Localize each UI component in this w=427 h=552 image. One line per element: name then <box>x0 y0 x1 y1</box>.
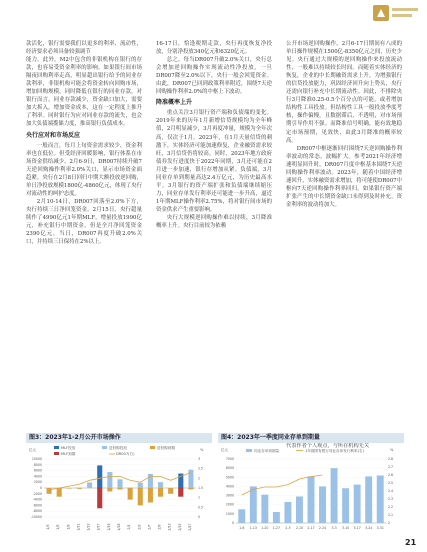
section-heading: 降准概率上升 <box>156 99 193 107</box>
x-tick-label: 1/11 <box>76 523 81 531</box>
legend-label: 1年期国有银行同业存单发行利率(右) <box>305 449 364 453</box>
bar <box>273 512 280 523</box>
figure-3-chart <box>26 443 212 539</box>
bar <box>87 482 92 488</box>
bar <box>158 488 163 497</box>
left-axis-unit: 亿元 <box>29 448 37 452</box>
bar <box>168 488 173 494</box>
y-right-tick-label: 2.5 <box>198 466 204 471</box>
bar <box>138 488 143 505</box>
x-tick-label: 1/28 <box>117 523 121 531</box>
x-tick-label: 3-31 <box>376 526 384 530</box>
legend-swatch <box>102 446 107 449</box>
x-tick-label: 2-17 <box>307 526 315 530</box>
y-tick-label: 10000 <box>31 457 42 461</box>
bar <box>296 496 303 523</box>
x-tick-label: 2-10 <box>295 526 304 530</box>
y-tick-label: -10000 <box>30 515 42 519</box>
x-tick-label: 2/3 <box>137 524 142 530</box>
y-right-tick-label: 2 <box>388 521 391 525</box>
x-tick-label: 1/17 <box>96 523 101 531</box>
y-tick-label: 4000 <box>225 484 234 489</box>
bar <box>188 470 193 488</box>
x-tick-label: 1-20 <box>261 526 269 530</box>
bar <box>354 485 361 523</box>
y-right-tick-label: 0 <box>198 515 201 519</box>
left-axis-unit: 亿元 <box>221 448 229 452</box>
legend-label: 逆回购到期 <box>157 446 175 450</box>
x-tick-label: 3-3 <box>331 526 337 530</box>
legend-swatch <box>54 452 59 455</box>
right-axis-unit: % <box>200 448 204 452</box>
x-tick-label: 1-27 <box>272 526 281 530</box>
x-tick-label: 3-10 <box>341 526 350 530</box>
y-tick-label: 2000 <box>225 502 234 507</box>
y-right-tick-label: 1 <box>198 495 201 500</box>
figure-title: 图3：2023年1-2月公开市场操作 <box>26 433 212 443</box>
bar <box>97 465 102 488</box>
x-tick-label: 2/15 <box>177 523 182 531</box>
bar <box>77 488 82 489</box>
x-tick-label: 3-24 <box>365 526 373 530</box>
bar <box>117 488 122 489</box>
figure-4-chart <box>218 443 404 539</box>
paragraph: 16-17日，恰逢税期走款，央行再度恢复净投放，分别净投放340亿元和6320亿元。 <box>156 41 272 56</box>
bar <box>67 488 72 489</box>
paragraph: 能力。此外，M2中包含的非银机构在银行的存款，也容易受资金利率的影响。如果银行间市场隔夜回购利率走高，明显超出银行给予的同业存款利率，非银机构可能会将资金转向回购市场，增加回购规模，同时降低在银行的同业存款，对银行而言，同业存款减少，资金缺口加大，需要加大拆入，增加资金成本，这在一定程度上推升了利率。同时银行为应对同业存款的流失，也会加大负债端揽储力度，推高银行负债成本。 <box>26 57 142 128</box>
bar <box>117 479 122 488</box>
x-tick-label: 1/13 <box>86 523 91 531</box>
column-2 <box>156 40 272 430</box>
bar <box>342 488 349 523</box>
x-tick-label: 2-24 <box>318 526 327 530</box>
bar <box>319 486 326 523</box>
paragraph: DR007中枢逐渐回归围绕7天逆回购操作利率波动的常态，波幅扩大。参考2021年经济增速明显回升时，DR007月度中枢基本围绕7天逆回购操作利率波动。2023年，随着中国经济增速回升，实体融资需求增加，将可能使DR007中枢向7天逆回购操作利率回归。如果银行资产端扩张产生的中长期资金缺口未得到及时补充，资金利率的波动将加大。 <box>286 145 402 208</box>
y-tick-label: -2000 <box>32 491 42 496</box>
paragraph: 一般而言，每月上旬资金需求较少，资金利率也在低位。但受经济回暖影响，银行体系在市场资金供给减少。2月6-9日，DR007持续升破7天逆回购操作利率2.0%关口，显示市场资金面趋紧。央行在2月8日回归中期大额投放逆回购，单日净投放规模1800亿-4860亿元，体现了央行对流动性的呵护态度。 <box>26 142 142 197</box>
paragraph: 总之，每当DR007升破2.0%关口，央行总会增加逆回购操作实现流动性净投放，一旦DR007降至2.0%以下，央行一般会回笼资金。由此，DR007已回到政策利率附近，围绕7天逆回购操作利率2.0%的中枢上下波动。 <box>156 57 272 96</box>
legend-swatch <box>150 446 155 449</box>
x-tick-label: 2/9 <box>157 524 162 530</box>
y-right-tick-label: 0.5 <box>198 505 204 510</box>
figure-3 <box>26 433 212 539</box>
y-right-tick-label: 3 <box>198 457 201 461</box>
paragraph: 重点关注3月银行资产端和负债端的变化。2019年来的历年1月新增信贷规模均为全年峰值，2月明显减少，3月再度冲量，规模为全年次高，仅次于1月。2023年，在1月天量信贷的刺激下，实体经济可能加速修复，企业融资需求较旺，3月信贷仍将较高。同时，2023年地方政府债券发行进度快于2022年同期，3月还可能在2月进一步加速，银行存增加从紧。负债端，3月同业存单到期量高达2.4万亿元，为历史最高水平。3月银行的资产端扩张和负债端继续缩压力，同业存单发行利率还可能进一步升高，逼近1年期MLF操作利率2.75%，将对银行间市场的资金供求产生重要影响。 <box>156 110 272 213</box>
y-tick-label: 5000 <box>225 475 234 480</box>
column-3 <box>286 40 402 430</box>
x-tick-label: 2/7 <box>147 524 152 530</box>
author-note: 代表作者个人观点，与所在机构无关 <box>286 443 370 450</box>
y-tick-label: 7000 <box>225 457 234 461</box>
x-tick-label: 2-3 <box>285 526 291 530</box>
y-tick-label: 2000 <box>33 480 42 485</box>
y-tick-label: 0 <box>231 521 234 525</box>
column-1 <box>26 40 142 430</box>
bar <box>365 476 372 523</box>
paragraph: 2月10-14日，DR007回落至2.0%下方，央行持续三日净回笼资金。2月15日，央行超量续作了4990亿元1年期MLF，增量投放1990亿元，补充银行中期资金。但是全月净回笼资金2390亿元，当日，DR007再度升破2.0%关口，并持续三日保持在2%以上。 <box>26 198 142 246</box>
bar <box>261 495 268 523</box>
legend-swatch <box>54 446 59 449</box>
bar <box>377 475 384 523</box>
section-heading: 央行应对和市场反应 <box>26 131 81 139</box>
bar <box>47 488 52 494</box>
bar <box>128 487 133 488</box>
paragraph: 央行大规模逆回购操作难以持续，3月降准概率上升。央行目前较为依赖 <box>156 214 272 230</box>
bar <box>158 482 163 488</box>
y-tick-label: 3000 <box>225 493 234 498</box>
x-tick-label: 2/17 <box>187 523 192 531</box>
bar <box>331 468 338 523</box>
legend-label: DR007(右) <box>116 452 135 456</box>
bar <box>250 486 257 523</box>
figure-4 <box>218 433 404 539</box>
bar <box>284 502 291 523</box>
bar <box>97 488 102 508</box>
y-right-tick-label: 2.7 <box>388 465 394 469</box>
paragraph: 公开市场逆回购操作，2月6-17日期间有八成的单日操作规模在1500亿-8350亿元之间，历史少见。央行通过大规模的逆回购操作来投放流动性，一般难以持续较长时间。而随着实体经济的恢复，企业的中长期融资需求上升，为增强银行的信贷投放能力，巩固经济回升向上势头，央行还需向银行补充中长期流动性。因此，不排除央行3月降准0.25-0.5个百分点的可能，或者增加结构性工具投放。但结构性工具一般投放季度考核，操作偏慢，且数据滞后，不透明，对市场预期引导作用不强。而降准信号明确，能有效地稳定市场预期，见效快，由此3月降准的概率较高。 <box>286 41 402 144</box>
x-tick-label: 1/19 <box>106 523 111 531</box>
x-tick-label: 3-17 <box>353 526 361 530</box>
y-tick-label: -4000 <box>32 497 42 502</box>
y-tick-label: 1000 <box>225 511 234 516</box>
x-tick-label: 1-13 <box>249 526 257 530</box>
y-tick-label: 4000 <box>33 474 42 479</box>
x-tick-label: 2/1 <box>127 524 132 530</box>
bar <box>308 476 315 523</box>
y-right-tick-label: 2 <box>198 476 201 481</box>
x-tick-label: 1/9 <box>66 524 71 530</box>
paragraph: 款活化，银行需要我们以更多的利率、流动性，经济要求必须具备较强调节 <box>26 41 142 56</box>
article-body <box>26 40 402 430</box>
legend-label: 同业存单到期量 <box>254 449 280 453</box>
bar <box>138 483 143 488</box>
y-right-tick-label: 2.4 <box>388 489 394 493</box>
page-number: 21 <box>405 538 417 547</box>
bar <box>178 488 183 497</box>
y-tick-label: -8000 <box>32 509 42 514</box>
legend-label: 逆回购投放 <box>109 446 127 450</box>
y-tick-label: 6000 <box>225 466 234 471</box>
y-right-tick-label: 2.5 <box>388 481 394 485</box>
bar <box>57 488 62 497</box>
figure-title: 图4：2023年一季度同业存单到期量 <box>218 433 404 443</box>
bar <box>188 488 193 489</box>
y-right-tick-label: 2.8 <box>388 457 394 461</box>
right-axis-unit: % <box>390 448 394 452</box>
y-tick-label: 8000 <box>33 462 42 467</box>
legend-label: MLF投放 <box>61 446 76 450</box>
x-tick-label: 2/13 <box>167 523 172 531</box>
y-tick-label: -6000 <box>32 503 42 508</box>
bar <box>148 488 153 503</box>
bar <box>107 488 112 491</box>
y-right-tick-label: 1.5 <box>198 486 204 490</box>
y-right-tick-label: 2.3 <box>388 497 394 501</box>
x-tick-label: 1-6 <box>239 526 245 530</box>
bar <box>128 488 133 500</box>
y-tick-label: 6000 <box>33 468 42 473</box>
bar <box>107 472 112 488</box>
magazine-logo-icon <box>372 2 420 24</box>
x-tick-label: 1/3 <box>46 524 51 530</box>
bar <box>238 509 245 523</box>
y-right-tick-label: 2.2 <box>388 505 394 509</box>
legend-swatch <box>246 449 252 452</box>
legend-label: MLF到期 <box>61 452 76 456</box>
x-tick-label: 1/5 <box>56 524 61 530</box>
y-right-tick-label: 2.1 <box>388 513 394 517</box>
y-right-tick-label: 2.6 <box>388 473 394 477</box>
y-tick-label: 0 <box>39 486 42 490</box>
